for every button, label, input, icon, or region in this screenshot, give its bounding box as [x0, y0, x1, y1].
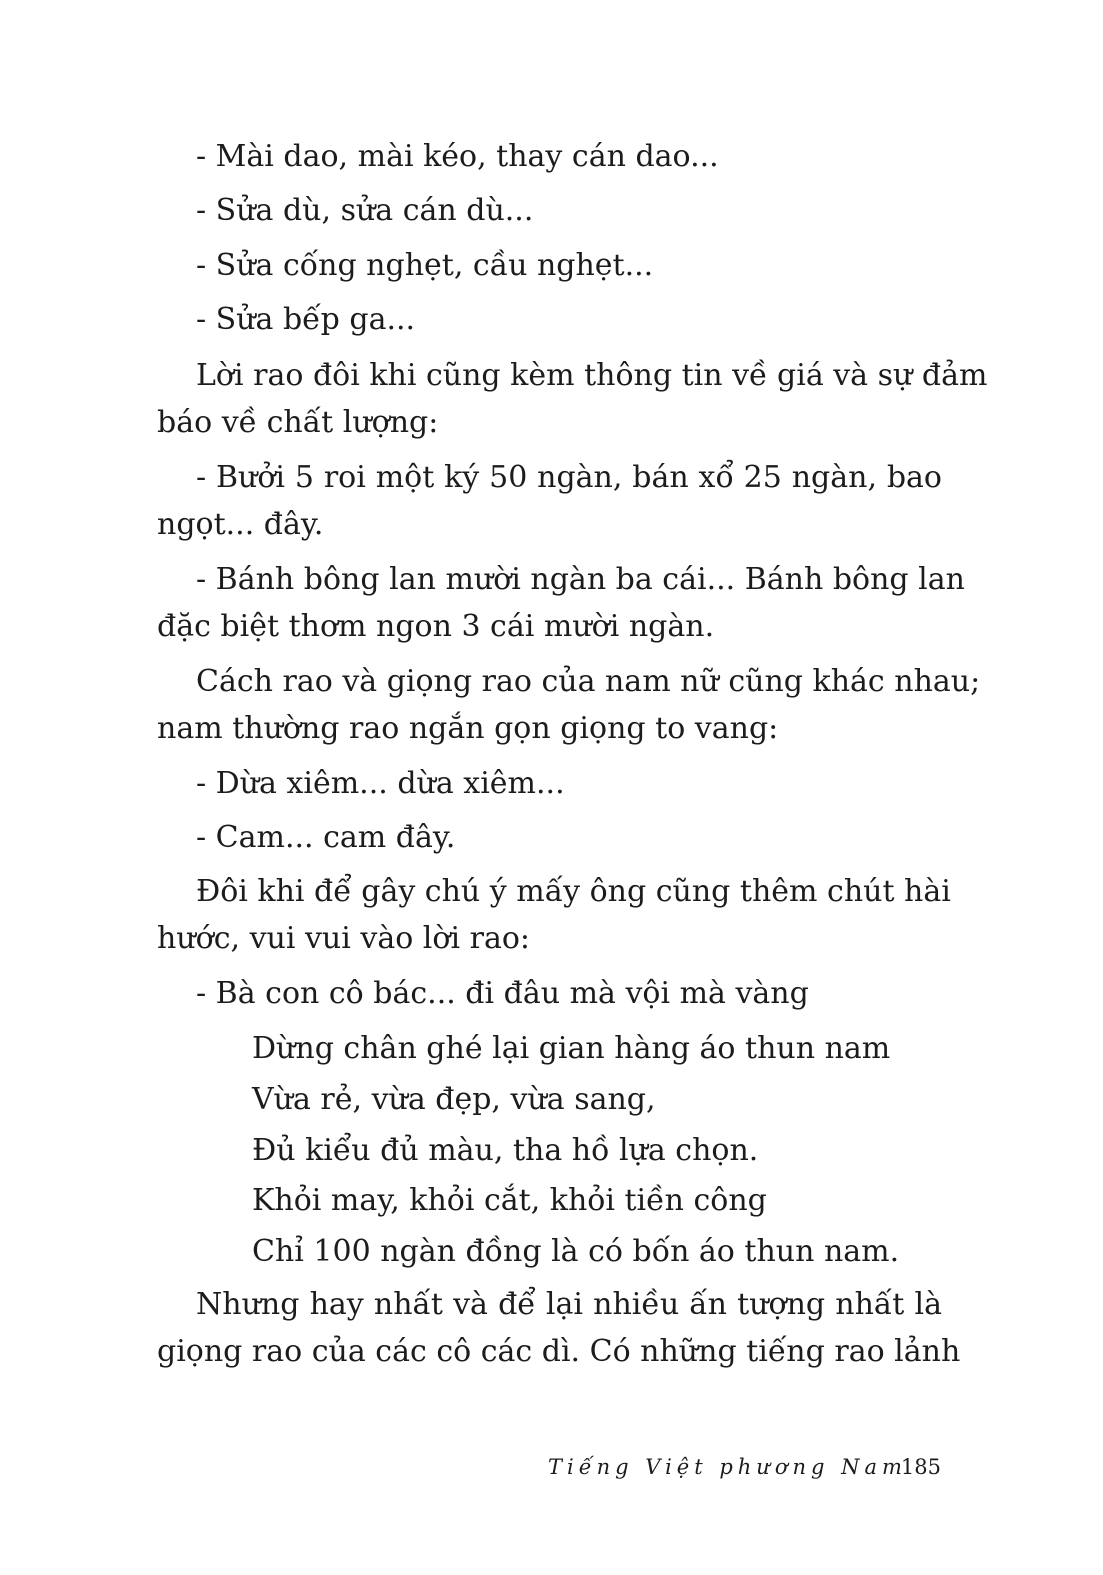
text-line: - Cam... cam đây. — [196, 820, 456, 855]
text-line: giọng rao của các cô các dì. Có những tiếng rao lảnh — [157, 1334, 961, 1369]
text-line: đặc biệt thơm ngon 3 cái mười ngàn. — [157, 609, 715, 644]
text-line: Lời rao đôi khi cũng kèm thông tin về giá và sự đảm — [196, 358, 988, 393]
verse-line: Chỉ 100 ngàn đồng là có bốn áo thun nam. — [252, 1234, 900, 1269]
verse-line: Khỏi may, khỏi cắt, khỏi tiền công — [252, 1183, 767, 1218]
text-line: ngọt... đây. — [157, 507, 324, 542]
text-line: - Dừa xiêm... dừa xiêm... — [196, 766, 565, 801]
page-number: 185 — [900, 1455, 941, 1479]
text-line: - Sửa bếp ga... — [196, 302, 416, 337]
text-line: Cách rao và giọng rao của nam nữ cũng khác nhau; — [196, 664, 981, 699]
text-line: - Mài dao, mài kéo, thay cán dao... — [196, 139, 719, 174]
text-line: Đôi khi để gây chú ý mấy ông cũng thêm chút hài — [196, 874, 951, 909]
text-line: hước, vui vui vào lời rao: — [157, 921, 530, 956]
running-footer-title: Tiếng Việt phương Nam — [548, 1455, 907, 1479]
verse-line: Đủ kiểu đủ màu, tha hồ lựa chọn. — [252, 1133, 759, 1168]
text-line: - Bánh bông lan mười ngàn ba cái... Bánh bông lan — [196, 562, 965, 597]
verse-line: Vừa rẻ, vừa đẹp, vừa sang, — [252, 1082, 656, 1117]
text-line: báo về chất lượng: — [157, 405, 439, 440]
text-line: nam thường rao ngắn gọn giọng to vang: — [157, 711, 779, 746]
text-line: - Sửa cống nghẹt, cầu nghẹt... — [196, 248, 654, 283]
text-line: - Bưởi 5 roi một ký 50 ngàn, bán xổ 25 ngàn, bao — [196, 460, 942, 495]
verse-line: Dừng chân ghé lại gian hàng áo thun nam — [252, 1031, 891, 1066]
text-line: Nhưng hay nhất và để lại nhiều ấn tượng nhất là — [196, 1287, 942, 1322]
text-line: - Sửa dù, sửa cán dù... — [196, 193, 534, 228]
text-line: - Bà con cô bác... đi đâu mà vội mà vàng — [196, 976, 809, 1011]
